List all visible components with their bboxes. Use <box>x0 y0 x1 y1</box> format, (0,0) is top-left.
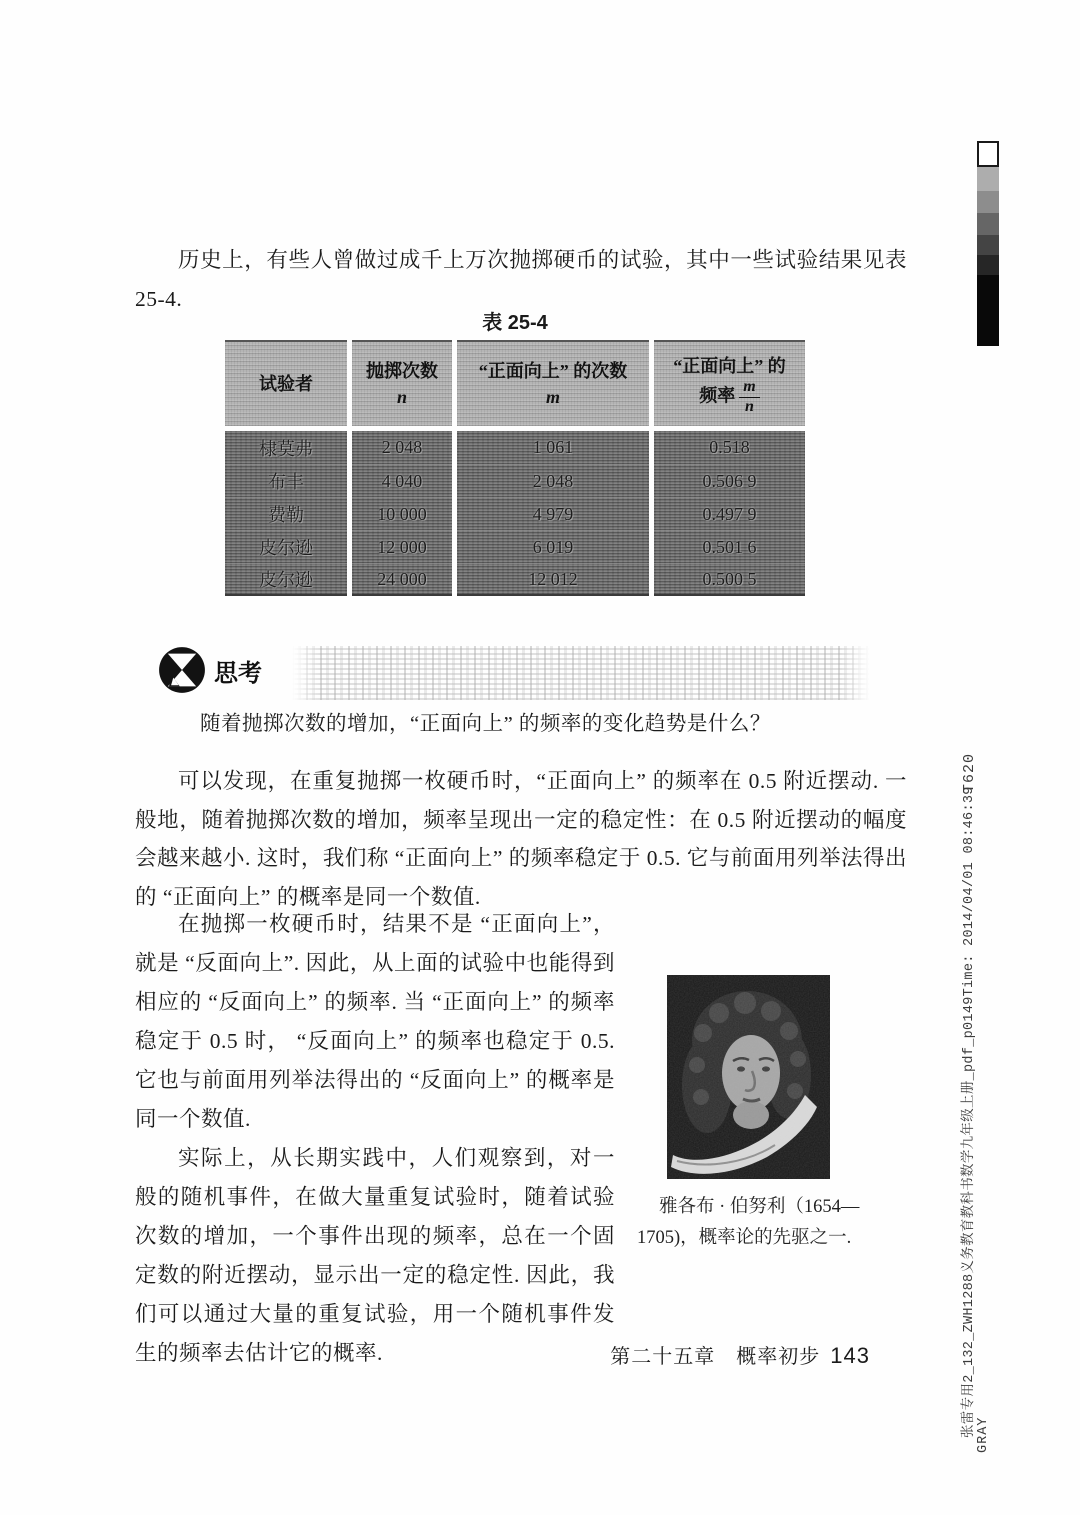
graybar-step <box>977 275 999 346</box>
table-cell: 2 048 <box>352 431 452 464</box>
bernoulli-portrait <box>667 975 830 1179</box>
table-title: 表 25-4 <box>482 312 548 334</box>
page-footer <box>610 1340 870 1369</box>
table-cell: 布丰 <box>225 464 347 497</box>
table-cell: 棣莫弗 <box>225 431 347 464</box>
think-question: 随着抛掷次数的增加，“正面向上” 的频率的变化趋势是什么？ <box>200 713 771 735</box>
figure-column <box>637 905 887 1373</box>
table-cell: 0.497 9 <box>654 497 805 530</box>
table-cell: 0.500 5 <box>654 563 805 596</box>
table-header-tosses: 抛掷次数 n <box>352 340 452 426</box>
graybar-step <box>977 255 999 275</box>
figure-caption: 雅各布 · 伯努利（1654— 1705)，概率论的先驱之一. <box>637 1197 860 1248</box>
scan-code-label: T620 <box>961 752 978 793</box>
table-cell: 24 000 <box>352 563 452 596</box>
table-cell: 6 019 <box>457 530 649 563</box>
graybar-step <box>977 167 999 191</box>
table-cell: 0.506 9 <box>654 464 805 497</box>
chapter-title: 第二十五章 概率初步 <box>610 1346 821 1368</box>
table-cell: 0.518 <box>654 431 805 464</box>
table-cell: 4 040 <box>352 464 452 497</box>
think-section-header <box>158 646 262 694</box>
think-label: 思考 <box>214 659 262 687</box>
graybar-step <box>977 235 999 255</box>
paragraph-long-practice: 实际上，从长期实践中，人们观察到，对一般的随机事件，在做大量重复试验时，随着试验次数的增加，一个事件出现的频率，总在一个固定数的附近摆动，显示出一定的稳定性. 因此，我们可以通过大量的重复试验，用一个随机事件发生的频率去估计它的概率. <box>135 1146 615 1365</box>
table-cell: 12 012 <box>457 563 649 596</box>
table-cell: 0.501 6 <box>654 530 805 563</box>
intro-paragraph: 历史上，有些人曾做过成千上万次抛掷硬币的试验，其中一些试验结果见表 25-4. <box>135 248 907 311</box>
experiment-table <box>225 340 805 596</box>
table-cell: 10 000 <box>352 497 452 530</box>
table-cell: 1 061 <box>457 431 649 464</box>
table-cell: 4 979 <box>457 497 649 530</box>
table-cell: 2 048 <box>457 464 649 497</box>
table-cell: 费勒 <box>225 497 347 530</box>
graybar-step <box>977 141 999 167</box>
paragraph-heads-tails: 在抛掷一枚硬币时，结果不是 “正面向上”，就是 “反面向上”. 因此，从上面的试验中也能得到相应的 “反面向上” 的频率. 当 “正面向上” 的频率稳定于 0.5 时， “反面向上” 的频率也稳定于 0.5. 它也与前面用列举法得出的 “反面向上” 的概率是同一个数值. <box>135 912 615 1131</box>
think-icon <box>158 646 206 694</box>
two-column-section <box>135 905 907 1373</box>
table-header-frequency: “正面向上” 的 频率 $\frac{m}{n}$ <box>654 340 805 426</box>
scan-noise-band <box>292 646 870 700</box>
scan-watermark-text: 张雷专用2_132_ZWH1288义务教育教科书数学九年级上册_pdf_p0149Time: 2014/04/01 08:46:39 <box>962 786 977 1438</box>
scan-gray-label: GRAY <box>976 1416 991 1453</box>
table-cell: 皮尔逊 <box>225 563 347 596</box>
page-number: 143 <box>830 1343 870 1368</box>
paragraph-frequency-stability: 可以发现，在重复抛掷一枚硬币时，“正面向上” 的频率在 0.5 附近摆动. 一般地，随着抛掷次数的增加，频率呈现出一定的稳定性：在 0.5 附近摆动的幅度会越来越小. 这时，我们称 “正面向上” 的频率稳定于 0.5. 它与前面用列举法得出的 “正面向上” 的概率是同一个数值. <box>135 769 907 909</box>
grayscale-calibration-bar <box>977 141 999 346</box>
table-header-experimenter: 试验者 <box>225 340 347 426</box>
fraction-m-over-n: $\frac{m}{n}$ <box>739 379 759 416</box>
graybar-step <box>977 191 999 213</box>
table-cell: 皮尔逊 <box>225 530 347 563</box>
table-cell: 12 000 <box>352 530 452 563</box>
graybar-step <box>977 213 999 235</box>
table-header-heads: “正面向上” 的次数 m <box>457 340 649 426</box>
left-text-column <box>135 905 615 1373</box>
